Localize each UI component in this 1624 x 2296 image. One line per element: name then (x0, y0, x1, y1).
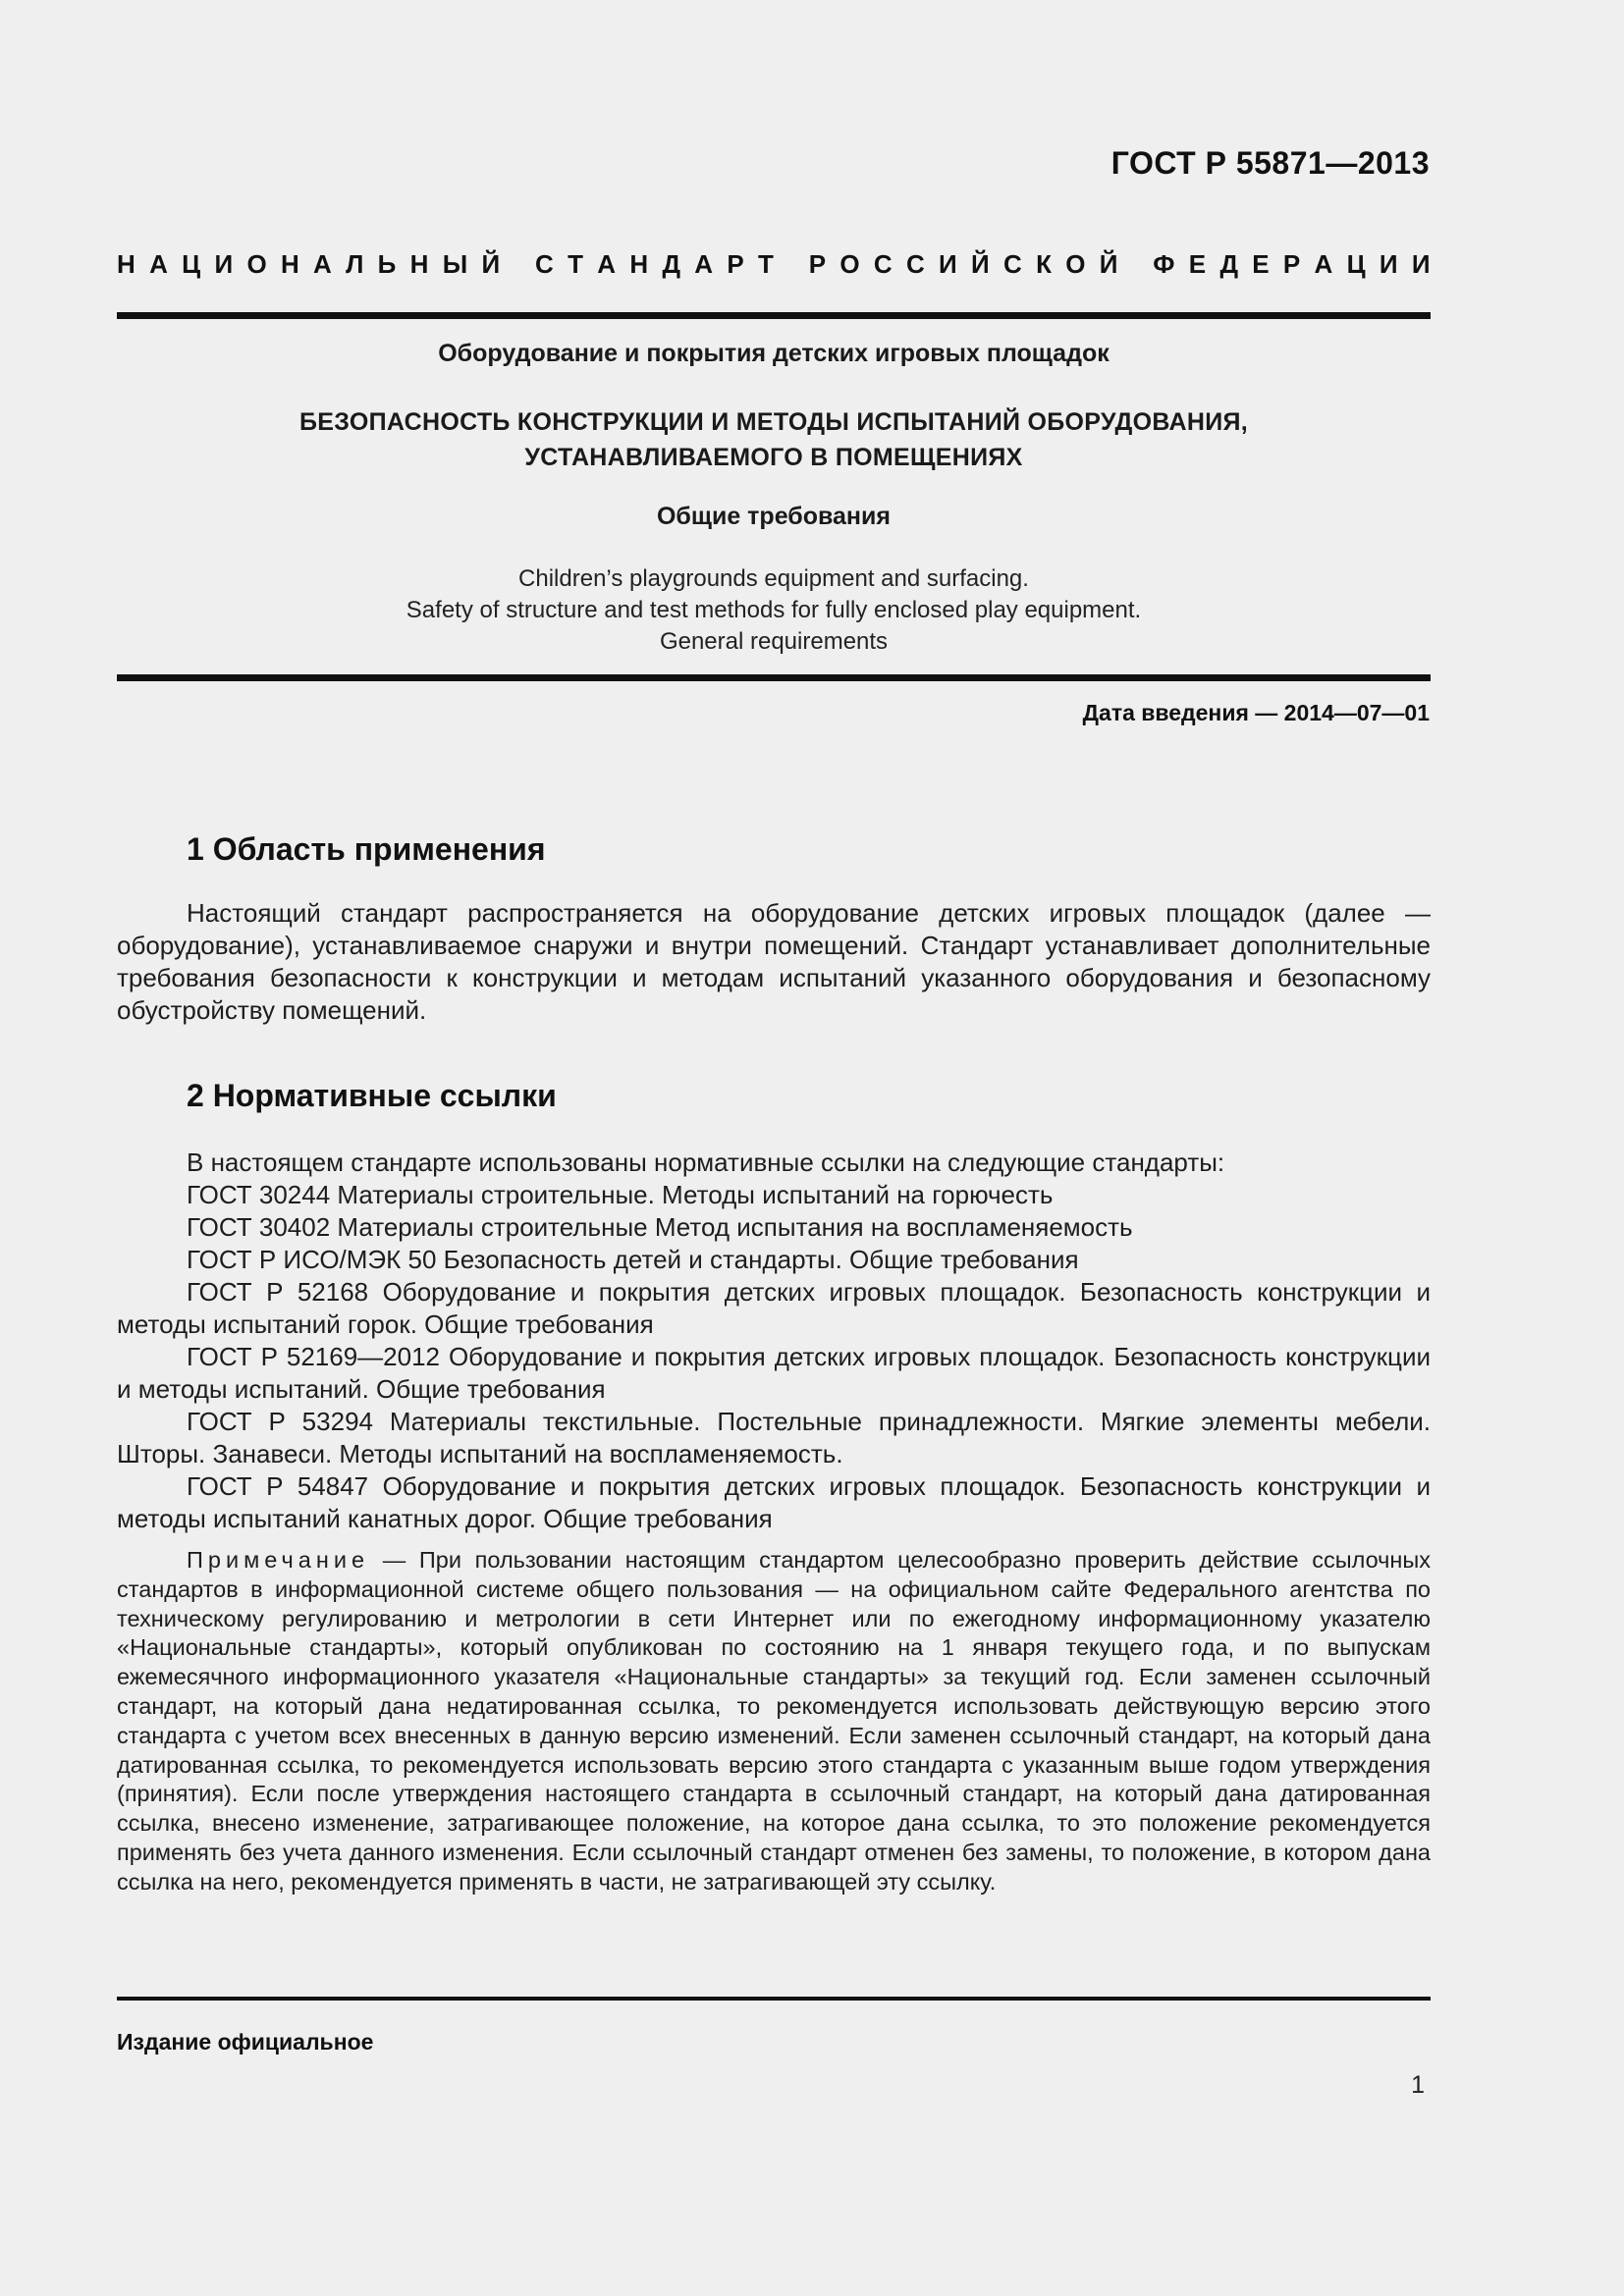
references-note (117, 1546, 1431, 1897)
banner-letter: А (313, 249, 332, 279)
banner-letter: И (1411, 249, 1431, 279)
banner-letter: С (535, 249, 554, 279)
banner-letter: Р (1282, 249, 1301, 279)
banner-letter: Ц (1346, 249, 1366, 279)
banner-letter: Д (1219, 249, 1238, 279)
banner-letter: Е (1188, 249, 1207, 279)
reference-item: ГОСТ Р ИСО/МЭК 50 Безопасность детей и стандарты. Общие требования (187, 1245, 1079, 1274)
document-number: ГОСТ Р 55871—2013 (1110, 145, 1430, 181)
banner-letter: Ь (377, 249, 397, 279)
english-title-line-2: Safety of structure and test methods for fully enclosed play equipment. (406, 597, 1142, 623)
banner-letter: Р (727, 249, 744, 279)
official-edition-label: Издание официальное (117, 2029, 374, 2055)
banner-letter: Н (409, 249, 429, 279)
banner-letter: Ц (182, 249, 201, 279)
title-bottom-divider (117, 674, 1431, 681)
banner-letter: И (939, 249, 957, 279)
banner-letter: С (905, 249, 925, 279)
note-label: Примечание (187, 1547, 370, 1573)
banner-letter: О (246, 249, 267, 279)
general-requirements-title: Общие требования (656, 503, 891, 530)
banner-letter: А (1314, 249, 1333, 279)
banner-letter: Д (662, 249, 680, 279)
national-standard-banner (117, 249, 1431, 280)
top-divider (117, 312, 1431, 319)
banner-letter: Ы (442, 249, 468, 279)
main-title-line-1: БЕЗОПАСНОСТЬ КОНСТРУКЦИИ И МЕТОДЫ ИСПЫТАНИЙ ОБОРУДОВАНИЯ, (299, 408, 1248, 436)
reference-item: ГОСТ 30244 Материалы строительные. Методы испытаний на горючесть (187, 1180, 1054, 1209)
reference-item: ГОСТ 30402 Материалы строительные Метод испытания на воспламеняемость (187, 1212, 1133, 1242)
banner-letter: Е (1252, 249, 1270, 279)
english-title-line-3: General requirements (659, 628, 889, 655)
banner-letter: О (1065, 249, 1086, 279)
banner-letter: К (1036, 249, 1052, 279)
banner-space (787, 249, 794, 280)
banner-letter: Л (346, 249, 364, 279)
banner-letter: Р (808, 249, 827, 279)
banner-letter: И (1379, 249, 1398, 279)
banner-letter: Т (568, 249, 583, 279)
main-title-line-2: УСТАНАВЛИВАЕМОГО В ПОМЕЩЕНИЯХ (524, 444, 1023, 471)
banner-space (514, 249, 520, 280)
banner-letter: А (694, 249, 714, 279)
document-main-title (117, 404, 1431, 475)
banner-letter: Й (481, 249, 501, 279)
english-title-line-1: Children’s playgrounds equipment and surfacing. (518, 565, 1029, 592)
banner-letter: А (597, 249, 617, 279)
banner-letter: Н (280, 249, 299, 279)
banner-letter: Н (117, 249, 135, 279)
banner-letter: Й (1099, 249, 1118, 279)
references-intro: В настоящем стандарте использованы нормативные ссылки на следующие стандарты: (187, 1148, 1225, 1177)
banner-letter: Ф (1153, 249, 1175, 279)
banner-letter: А (149, 249, 168, 279)
banner-letter: И (214, 249, 234, 279)
reference-item: ГОСТ Р 52169—2012 Оборудование и покрытия детских игровых площадок. Безопасность конструкции и методы испытаний. Общие требования (117, 1342, 1431, 1404)
reference-item: ГОСТ Р 53294 Материалы текстильные. Постельные принадлежности. Мягкие элементы мебели. Шторы. Занавеси. Методы испытаний на воспламеняемость. (117, 1407, 1431, 1468)
banner-letter: С (873, 249, 893, 279)
banner-letter: С (1003, 249, 1022, 279)
reference-item: ГОСТ Р 52168 Оборудование и покрытия детских игровых площадок. Безопасность конструкции и методы испытаний горок. Общие требования (117, 1277, 1431, 1339)
banner-space (1132, 249, 1139, 280)
normative-references-list (117, 1147, 1431, 1535)
banner-letter: Т (757, 249, 774, 279)
document-subtitle: Оборудование и покрытия детских игровых площадок (438, 340, 1110, 367)
introduction-date: Дата введения — 2014—07—01 (1082, 700, 1430, 725)
note-text: — При пользовании настоящим стандартом целесообразно проверить действие ссылочных стандартов в информационной системе общего пользования — на официальном сайте Федерального агентства по техническому регулированию и метрологии в сети Интернет или по ежегодному информационному указателю «Национальные стандарты», который опубликован по состоянию на 1 января текущего года, и по выпускам ежемесячного информационного указателя «Национальные стандарты» за текущий год. Если заменен ссылочный стандарт, на который дана недатированная ссылка, то рекомендуется использовать действующую версию этого стандарта с учетом всех внесенных в данную версию изменений. Если заменен ссылочный стандарт, на который дана датированная ссылка, то рекомендуется использовать версию этого стандарта с указанным выше годом утверждения (принятия). Если после утверждения настоящего стандарта в ссылочный стандарт, на который дана датированная ссылка, внесено изменение, затрагивающее положение, на которое дана ссылка, то это положение рекомендуется применять без учета данного изменения. Если ссылочный стандарт отменен без замены, то положение, в котором дана ссылка на него, рекомендуется применять в части, не затрагивающей эту ссылку. (117, 1547, 1431, 1895)
section-1-text: Настоящий стандарт распространяется на оборудование детских игровых площадок (далее — оборудование), устанавливаемое снаружи и внутри помещений. Стандарт устанавливает дополнительные требования безопасности к конструкции и методам испытаний указанного оборудования и безопасному обустройству помещений. (117, 898, 1431, 1025)
section-2-heading: 2 Нормативные ссылки (187, 1078, 557, 1113)
banner-letter: Н (629, 249, 649, 279)
section-1-heading: 1 Область применения (187, 831, 546, 867)
banner-letter: Й (971, 249, 990, 279)
reference-item: ГОСТ Р 54847 Оборудование и покрытия детских игровых площадок. Безопасность конструкции и методы испытаний канатных дорог. Общие требования (117, 1471, 1431, 1533)
english-title (117, 563, 1431, 658)
page-number: 1 (1411, 2071, 1425, 2099)
banner-letter: О (839, 249, 860, 279)
footer-divider (117, 1997, 1431, 2001)
